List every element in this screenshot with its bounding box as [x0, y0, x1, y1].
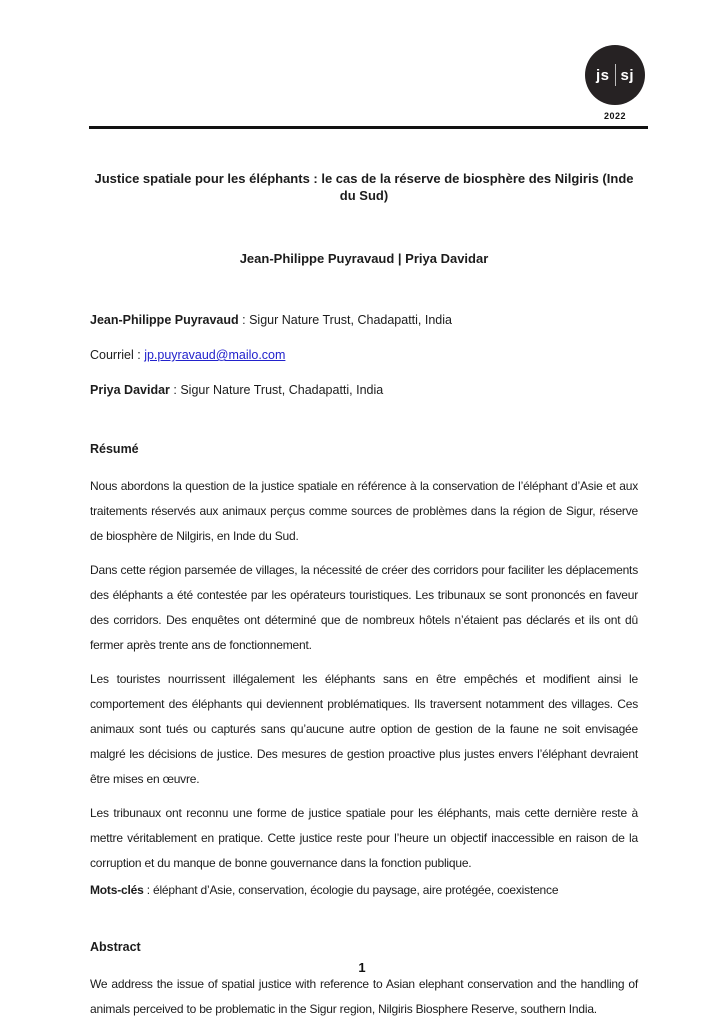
page-number: 1 — [358, 960, 366, 975]
email-link[interactable]: jp.puyravaud@mailo.com — [144, 348, 286, 362]
resume-heading: Résumé — [90, 442, 139, 456]
resume-paragraph: Les touristes nourrissent illégalement les éléphants sans en être empêchés et modifient ainsi le comportement des éléphants qui deviennent problématiques. Ils traversent notamment des villages. Ces animaux sont tués ou capturés sans qu’aucune autre option de gestion de la faune ne soit envisagée malgré les décisions de justice. Des mesures de gestion proactive plus justes envers l’éléphant devraient être mises en œuvre. — [90, 672, 638, 786]
keywords-label: Mots-clés — [90, 883, 144, 897]
header-rule — [89, 126, 648, 129]
journal-logo — [585, 45, 645, 105]
contact-label: Courriel : — [90, 348, 145, 362]
logo-js-text: js — [595, 66, 610, 84]
logo-sj-text: sj — [620, 66, 635, 84]
keywords-list: : éléphant d’Asie, conservation, écologie du paysage, aire protégée, coexistence — [143, 883, 559, 897]
author-1-affiliation: : Sigur Nature Trust, Chadapatti, India — [238, 313, 452, 327]
resume-paragraph: Nous abordons la question de la justice spatiale en référence à la conservation de l’éléphant d’Asie et aux traitements réservés aux animaux perçus comme sources de problèmes dans la région de Sigur, réserve de biosphère de Nilgiris, en Inde du Sud. — [90, 479, 638, 543]
abstract-heading: Abstract — [90, 940, 141, 954]
author-2-name: Priya Davidar — [90, 383, 170, 397]
contact-line — [90, 346, 638, 364]
author-2-affiliation: : Sigur Nature Trust, Chadapatti, India — [169, 383, 384, 397]
resume-paragraph: Dans cette région parsemée de villages, la nécessité de créer des corridors pour faciliter les déplacements des éléphants a été contestée par les opérateurs touristiques. Les tribunaux se sont prononcés en faveur des corridors. Des enquêtes ont déterminé que de nombreux hôtels n’étaient pas déclarés et ils ont dû fermer après trente ans de fonctionnement. — [90, 563, 638, 652]
resume-paragraph: Les tribunaux ont reconnu une forme de justice spatiale pour les éléphants, mais cette dernière reste à mettre véritablement en pratique. Cette justice reste pour l’heure un objectif inaccessible en raison de la corruption et du manque de bonne gouvernance dans la fonction publique. — [90, 806, 638, 870]
affiliation-author-2 — [90, 381, 638, 399]
logo-divider — [615, 64, 616, 86]
authors-line: Jean-Philippe Puyravaud | Priya Davidar — [239, 251, 489, 266]
abstract-paragraph: We address the issue of spatial justice with reference to Asian elephant conservation and the handling of animals perceived to be problematic in the Sigur region, Nilgiris Biosphere Reserve, southern India. — [90, 977, 638, 1016]
article-title: Justice spatiale pour les éléphants : le cas de la réserve de biosphère des Nilgiris (Inde du Sud) — [94, 171, 634, 203]
keywords-line — [90, 878, 638, 903]
article-content — [90, 170, 638, 1022]
author-1-name: Jean-Philippe Puyravaud — [90, 313, 239, 327]
affiliation-author-1 — [90, 311, 638, 329]
journal-year: 2022 — [603, 111, 627, 121]
